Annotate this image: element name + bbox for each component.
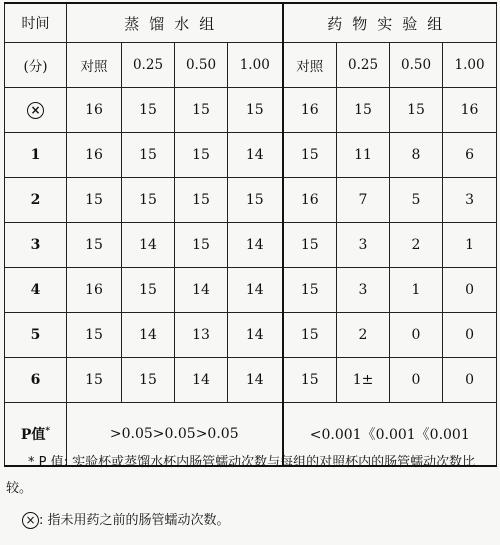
cell: 14 [228, 313, 283, 358]
cell: 16 [67, 268, 122, 313]
header-row-groups [5, 3, 497, 43]
cell: 2 [390, 223, 443, 268]
cell: 11 [337, 133, 390, 178]
cell: 14 [228, 268, 283, 313]
cell: 14 [122, 223, 175, 268]
cell: 15 [175, 223, 228, 268]
baseline-symbol-icon: × [27, 102, 44, 119]
col-header: 对照 [283, 43, 337, 88]
cell: 15 [283, 133, 337, 178]
cell: 15 [175, 88, 228, 133]
cell: 14 [122, 313, 175, 358]
table-row [5, 268, 497, 313]
cell: 7 [337, 178, 390, 223]
cell: 15 [283, 313, 337, 358]
cell: 16 [283, 178, 337, 223]
cell: 15 [67, 223, 122, 268]
col-header: 1.00 [443, 43, 497, 88]
cell: 15 [228, 88, 283, 133]
table-row [5, 133, 497, 178]
table-row [5, 358, 497, 403]
cell: 15 [122, 358, 175, 403]
cell: 15 [122, 178, 175, 223]
col-header: 0.25 [337, 43, 390, 88]
footnote-baseline-text: : 指未用药之前的肠管蠕动次数。 [39, 513, 230, 528]
cell: 15 [228, 178, 283, 223]
group-a-header: 蒸馏水组 [67, 3, 283, 43]
cell: 3 [337, 268, 390, 313]
cell: 14 [175, 268, 228, 313]
cell: 15 [337, 88, 390, 133]
table-row [5, 313, 497, 358]
cell: 0 [443, 313, 497, 358]
col-header: 0.50 [390, 43, 443, 88]
row-time: 1 [5, 133, 67, 178]
cell: 16 [443, 88, 497, 133]
p-label-mark: * [45, 426, 51, 437]
cell: 14 [228, 133, 283, 178]
cell: 6 [443, 133, 497, 178]
cell: 15 [175, 178, 228, 223]
cell: 8 [390, 133, 443, 178]
cell: 15 [122, 133, 175, 178]
footnote-p-value: * P 值: 实验杯或蒸馏水杯内肠管蠕动次数与每组的对照杯内的肠管蠕动次数比较。 [6, 455, 476, 496]
cell: 13 [175, 313, 228, 358]
cell: 15 [122, 88, 175, 133]
cell: 0 [390, 313, 443, 358]
row-time: 6 [5, 358, 67, 403]
cell: 15 [67, 358, 122, 403]
cell: 0 [443, 358, 497, 403]
table-row [5, 178, 497, 223]
cell: 16 [67, 133, 122, 178]
row-time: 2 [5, 178, 67, 223]
row-time: 4 [5, 268, 67, 313]
col-header: 0.50 [175, 43, 228, 88]
time-header: 时间 [5, 3, 67, 43]
cell: 1 [390, 268, 443, 313]
cell: 1 [443, 223, 497, 268]
p-label-text: P值 [20, 427, 46, 443]
table-row [5, 223, 497, 268]
row-time: 3 [5, 223, 67, 268]
cell: 1± [337, 358, 390, 403]
cell: 14 [228, 223, 283, 268]
col-header: 0.25 [122, 43, 175, 88]
experiment-table [4, 2, 497, 467]
row-time [5, 88, 67, 133]
p-value-group-b: <0.001《0.001《0.001 [283, 403, 497, 467]
cell: 16 [283, 88, 337, 133]
table-row [5, 88, 497, 133]
cell: 15 [67, 313, 122, 358]
cell: 15 [67, 178, 122, 223]
cell: 15 [283, 223, 337, 268]
cell: 0 [443, 268, 497, 313]
cell: 15 [175, 133, 228, 178]
cell: 0 [390, 358, 443, 403]
cell: 2 [337, 313, 390, 358]
col-header: 对照 [67, 43, 122, 88]
cell: 15 [283, 358, 337, 403]
cell: 15 [390, 88, 443, 133]
cell: 5 [390, 178, 443, 223]
baseline-symbol-icon: × [22, 512, 39, 529]
unit-header: (分) [5, 43, 67, 88]
cell: 3 [337, 223, 390, 268]
cell: 15 [283, 268, 337, 313]
footnote-baseline [22, 508, 500, 534]
cell: 15 [122, 268, 175, 313]
group-b-header: 药物实验组 [283, 3, 497, 43]
p-value-group-a: >0.05>0.05>0.05 [67, 403, 283, 467]
col-header: 1.00 [228, 43, 283, 88]
cell: 14 [175, 358, 228, 403]
cell: 16 [67, 88, 122, 133]
row-time: 5 [5, 313, 67, 358]
cell: 14 [228, 358, 283, 403]
cell: 3 [443, 178, 497, 223]
header-row-doses [5, 43, 497, 88]
